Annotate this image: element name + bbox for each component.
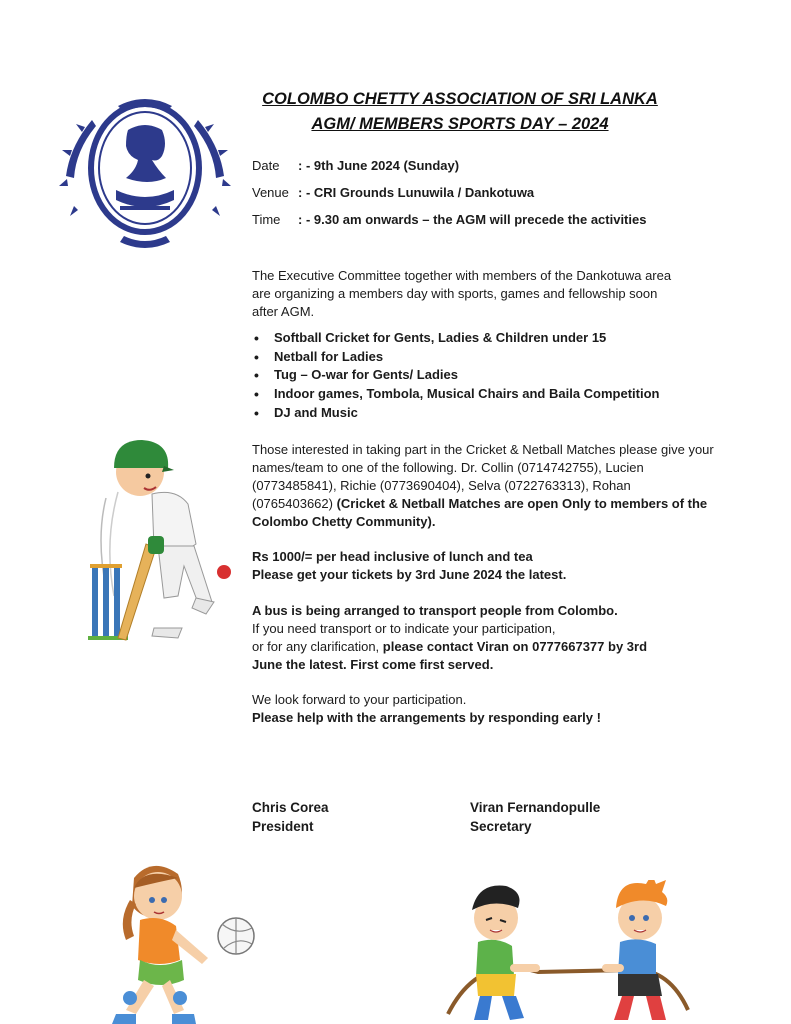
date-label: Date (252, 158, 280, 173)
venue-row (252, 185, 534, 200)
closing-line: We look forward to your participation. (252, 692, 467, 707)
signature-secretary (470, 798, 600, 836)
date-value: : - 9th June 2024 (Sunday) (298, 158, 460, 173)
time-value: : - 9.30 am onwards – the AGM will precede the activities (298, 212, 647, 227)
list-item: • DJ and Music (252, 404, 659, 423)
secretary-name: Viran Fernandopulle (470, 800, 601, 815)
closing-request: Please help with the arrangements by responding early ! (252, 710, 601, 725)
bus-notice: A bus is being arranged to transport people from Colombo. (252, 603, 618, 618)
ticket-price: Rs 1000/= per head inclusive of lunch and tea (252, 549, 533, 564)
contact-viran: please contact Viran on 0777667377 by 3rd June the latest. First come first served. (252, 639, 648, 672)
activities-list (252, 329, 659, 422)
signature-president (252, 798, 329, 836)
time-label: Time (252, 212, 281, 227)
date-row (252, 158, 459, 173)
ticket-deadline: Please get your tickets by 3rd June 2024 the latest. (252, 567, 567, 582)
president-role: President (252, 819, 314, 834)
time-row (252, 212, 646, 227)
registration-text: Those interested in taking part in the Cricket & Netball Matches please give your names/team to one of the following. Dr. Collin (0714742755), Lucien (0773485841), Richie (0773690404), Selva (0722763313), Rohan (0765403662) (252, 442, 714, 511)
netball-girl-illustration (100, 860, 262, 1024)
president-name: Chris Corea (252, 800, 329, 815)
list-item: • Indoor games, Tombola, Musical Chairs and Baila Competition (252, 385, 659, 404)
cricketer-illustration (84, 438, 240, 646)
venue-label: Venue (252, 185, 289, 200)
event-subtitle: AGM/ MEMBERS SPORTS DAY – 2024 (311, 115, 609, 133)
tug-of-war-illustration (440, 880, 710, 1024)
members-only-note: (Cricket & Netball Matches are open Only to members of the Colombo Chetty Community). (252, 496, 708, 529)
intro-paragraph: The Executive Committee together with members of the Dankotuwa area are organizing a members day with sports, games and fellowship soon after AGM. (252, 268, 672, 319)
registration-paragraph (252, 441, 714, 531)
clarification-text: or for any clarification, (252, 639, 383, 654)
association-emblem (58, 86, 232, 250)
venue-value: : - CRI Grounds Lunuwila / Dankotuwa (298, 185, 535, 200)
secretary-role: Secretary (470, 819, 532, 834)
page-title: COLOMBO CHETTY ASSOCIATION OF SRI LANKA (262, 90, 658, 108)
list-item: • Tug – O-war for Gents/ Ladies (252, 366, 659, 385)
list-item: • Softball Cricket for Gents, Ladies & Children under 15 (252, 329, 659, 348)
contact-paragraph (252, 638, 677, 674)
list-item: • Netball for Ladies (252, 348, 659, 367)
transport-line: If you need transport or to indicate your participation, (252, 621, 556, 636)
